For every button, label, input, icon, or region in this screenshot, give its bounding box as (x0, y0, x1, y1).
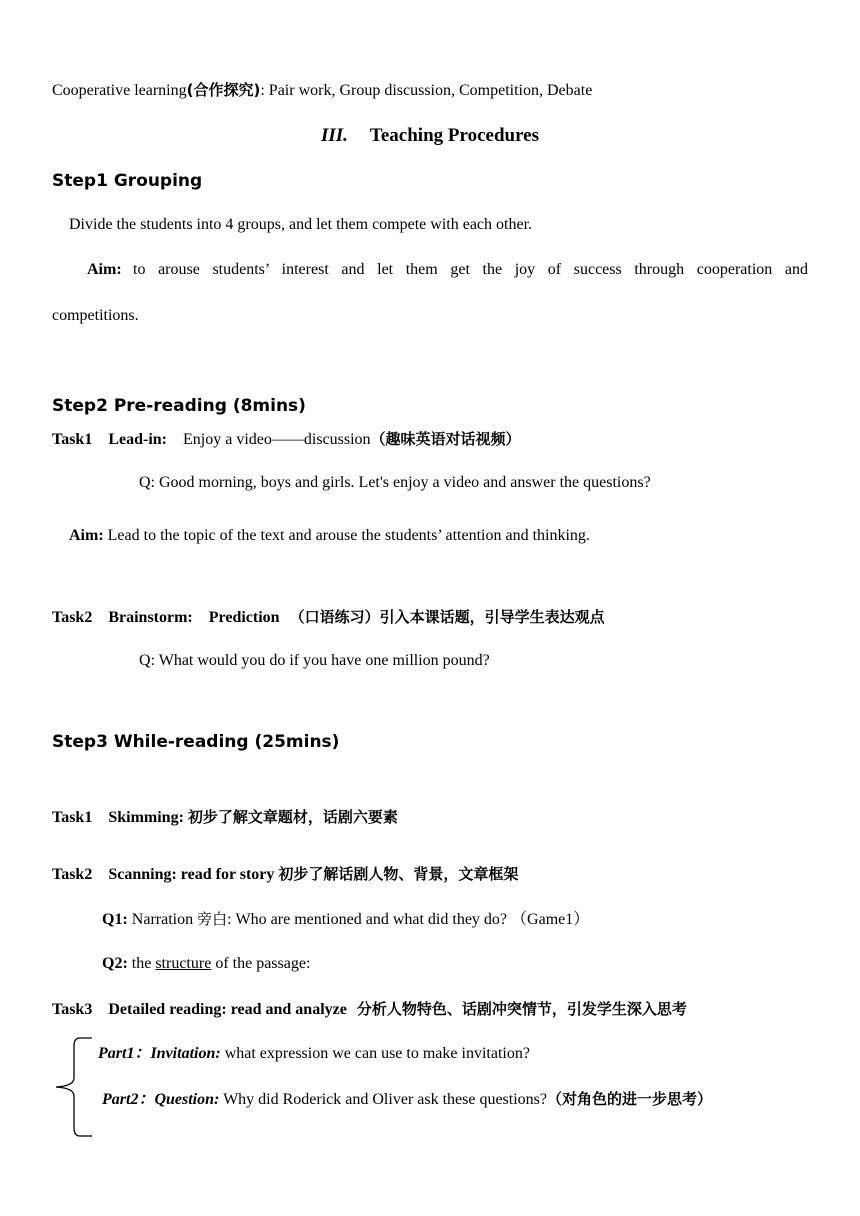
step3-task2-label: Task2 (52, 866, 93, 883)
step1-aim-line1: to arouse students’ interest and let them get the joy of success through cooperation and (133, 261, 808, 278)
q1-pre: Narration (131, 911, 194, 928)
step1-text: Divide the students into 4 groups, and let them compete with each other. (69, 216, 533, 233)
step3-task1-line (52, 807, 398, 828)
step2-task2-question: Q: What would you do if you have one million pound? (139, 652, 490, 669)
coop-rest: : Pair work, Group discussion, Competition, Debate (260, 82, 593, 99)
step3-task3-cn: 分析人物特色、话剧冲突情节，引发学生深入思考 (356, 1000, 687, 1018)
q1-label: Q1: (102, 911, 128, 928)
q2-label: Q2: (102, 955, 128, 972)
curly-brace-icon (52, 1036, 94, 1138)
step2-task1-question: Q: Good morning, boys and girls. Let's enjoy a video and answer the questions? (139, 474, 651, 491)
section-number: III. (320, 125, 348, 146)
step2-aim-line (69, 526, 590, 546)
step3-task1-label: Task1 (52, 809, 93, 826)
step3-task2-line (52, 864, 518, 885)
q1-text: : Who are mentioned and what did they do? (227, 911, 508, 928)
step3-q1-line (102, 909, 589, 930)
q2-post: of the passage: (215, 955, 311, 972)
coop-cn: (合作探究) (186, 81, 261, 99)
part2-label: Part2：Question: (102, 1091, 220, 1108)
coop-label: Cooperative learning (52, 82, 187, 99)
step2-task2-cn: （口语练习）引入本课话题，引导学生表达观点 (289, 608, 605, 626)
q2-pre: the (131, 955, 152, 972)
part1-label: Part1：Invitation: (98, 1045, 221, 1062)
step3-q2-line (102, 954, 310, 974)
step3-task3-label: Task3 (52, 1001, 93, 1018)
step2-task1-line (52, 429, 521, 450)
step3-task3-name: Detailed reading: read and analyze (108, 1001, 347, 1018)
step2-task1-name: Lead-in: (108, 431, 167, 448)
section-heading (0, 124, 860, 148)
step2-task1-text: Enjoy a video——discussion (183, 431, 371, 448)
q1-cn: 旁白 (197, 910, 228, 928)
step2-task2-label: Task2 (52, 609, 93, 626)
step2-task2-sub: Prediction (208, 609, 280, 626)
step2-task2-name: Brainstorm: (108, 609, 193, 626)
step2-task1-cn: （趣味英语对话视频） (370, 430, 521, 448)
step2-heading: Step2 Pre-reading (8mins) (52, 396, 306, 416)
part1-text: what expression we can use to make invitation? (224, 1045, 530, 1062)
q1-game: （Game1） (511, 911, 590, 928)
q2-underlined: structure (155, 955, 212, 972)
step3-task3-line (52, 999, 687, 1020)
step3-task2-name: Scanning: read for story (108, 866, 275, 883)
step2-aim-label: Aim: (69, 527, 104, 544)
step3-task2-cn: 初步了解话剧人物、背景，文章框架 (278, 865, 519, 883)
step3-task1-name: Skimming: (108, 809, 184, 826)
step2-task2-line (52, 607, 605, 628)
part2-text: Why did Roderick and Oliver ask these questions? (223, 1091, 547, 1108)
step1-heading: Step1 Grouping (52, 171, 203, 191)
step3-task1-cn: 初步了解文章题材，话剧六要素 (187, 808, 398, 826)
step1-aim-line2: competitions. (52, 307, 139, 324)
step3-heading: Step3 While-reading (25mins) (52, 732, 340, 752)
section-title: Teaching Procedures (369, 125, 539, 146)
cooperative-learning-line (52, 80, 592, 101)
step2-task1-label: Task1 (52, 431, 93, 448)
step1-aim-label: Aim: (87, 261, 122, 278)
step2-aim-text: Lead to the topic of the text and arouse the students’ attention and thinking. (107, 527, 590, 544)
step3-part2-line (102, 1089, 712, 1110)
part2-cn: （对角色的进一步思考） (547, 1090, 713, 1108)
step3-part1-line (98, 1044, 530, 1064)
